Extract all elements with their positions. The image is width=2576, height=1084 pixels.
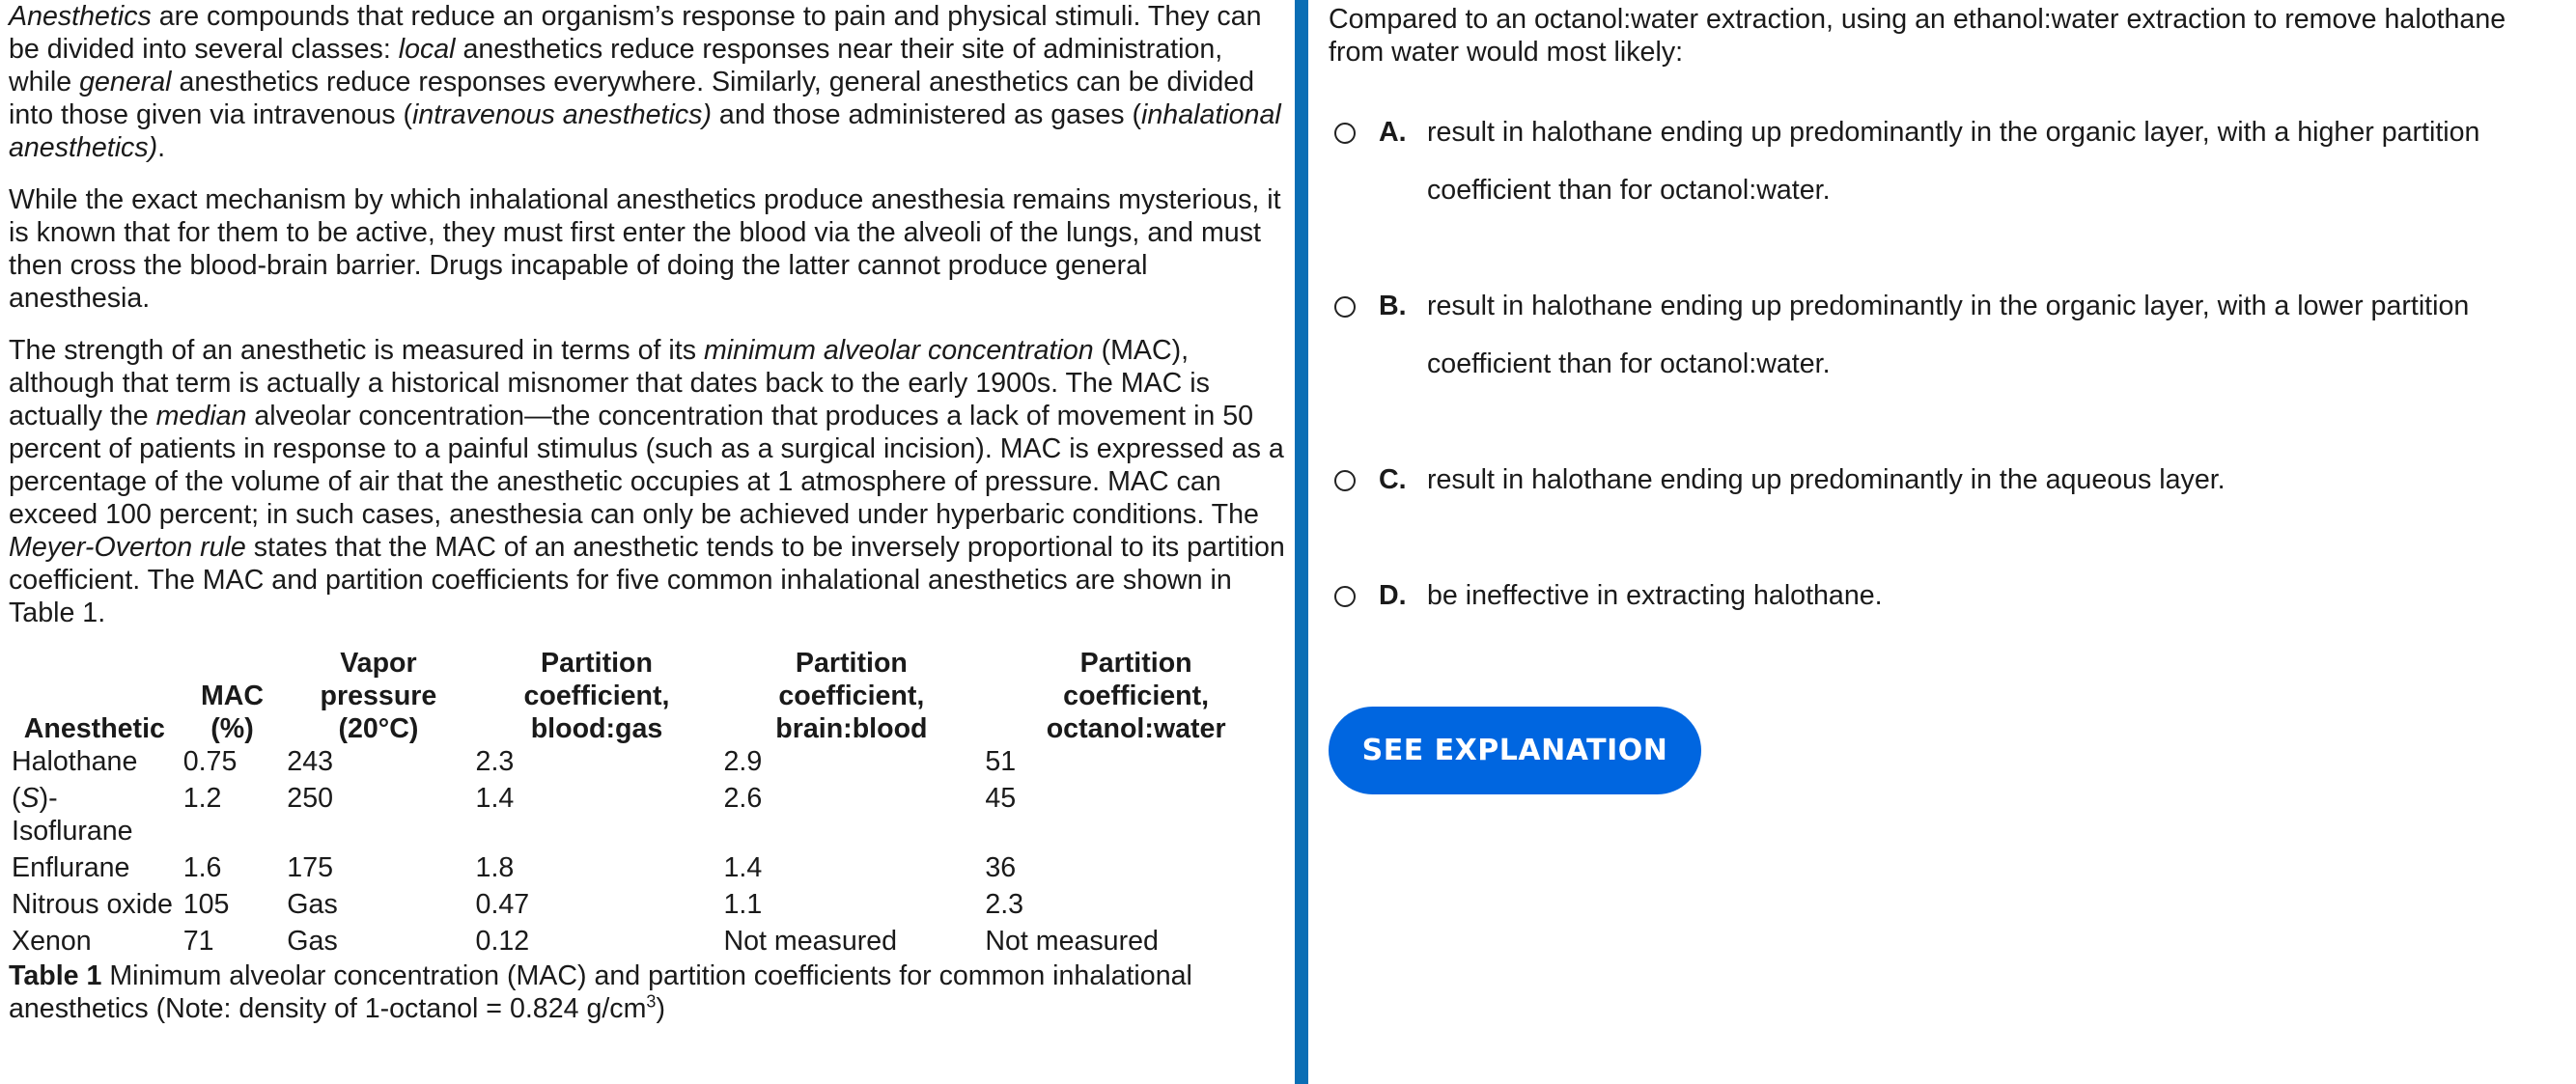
radio-button-icon[interactable]	[1334, 470, 1356, 491]
data-table	[9, 647, 1290, 961]
choice-text: result in halothane ending up predominantly in the organic layer, with a higher partition coefficient than for octanol:water.	[1427, 117, 2480, 206]
table-cell: 1.6	[182, 852, 222, 883]
table-header: Anesthetic	[23, 713, 165, 744]
italic-text: intravenous anesthetics)	[412, 99, 712, 130]
table-cell: 1.8	[475, 852, 515, 883]
choice-letter: B.	[1379, 291, 1407, 321]
table-row	[9, 851, 1290, 888]
table-cell: Not measured	[985, 926, 1159, 957]
table-row	[9, 888, 1290, 925]
table-cell: 2.9	[723, 746, 763, 777]
text-segment: states that the MAC of an anesthetic tends to be inversely proportional to its partition coefficient. The MAC and partition coefficients for five common inhalational anesthetics are shown in Table 1.	[9, 532, 1285, 628]
table-cell: 1.4	[723, 852, 763, 883]
table-header: Vapor pressure (20°C)	[320, 648, 437, 744]
passage-paragraph-3	[9, 334, 1290, 629]
table-cell: 45	[985, 783, 1017, 814]
table-caption-end: )	[656, 993, 665, 1024]
passage-paragraph-2	[9, 183, 1290, 315]
table-cell: 36	[985, 852, 1017, 883]
text-segment: .	[157, 132, 166, 163]
choice-text: result in halothane ending up predominantly in the organic layer, with a lower partition coefficient than for octanol:water.	[1427, 291, 2470, 379]
answer-choice-a[interactable]	[1329, 116, 2564, 219]
italic-text: general	[79, 67, 172, 97]
answer-choice-c[interactable]	[1329, 463, 2564, 509]
table-cell: 1.1	[723, 889, 763, 920]
text-segment: Halothane	[12, 746, 138, 777]
table-cell-anesthetic	[9, 925, 181, 961]
text-segment: While the exact mechanism by which inhalational anesthetics produce anesthesia remains mysterious, it is known that for them to be active, they must first enter the blood via the alveoli of the lungs, and must then cross the blood-brain barrier. Drugs incapable of doing the latter cannot produce general anesthesia.	[9, 184, 1281, 314]
text-segment: )-Isoflurane	[12, 783, 133, 847]
answer-choice-b[interactable]	[1329, 290, 2564, 393]
text-segment: anesthetics reduce responses near their site of administration, while	[9, 34, 1223, 97]
choice-letter: D.	[1379, 580, 1407, 611]
table-header: Partition coefficient, octanol:water	[1046, 648, 1226, 744]
table-header-row	[9, 647, 1290, 745]
question-panel	[1329, 0, 2564, 1084]
text-segment: Nitrous oxide	[12, 889, 173, 920]
table-cell: Not measured	[723, 926, 898, 957]
table-cell: 2.6	[723, 783, 763, 814]
radio-button-icon[interactable]	[1334, 123, 1356, 144]
table-header: MAC (%)	[200, 681, 265, 744]
table-cell: 51	[985, 746, 1017, 777]
table-cell: 105	[182, 889, 230, 920]
text-segment: (MAC), although that term is actually a historical misnomer that dates back to the early 1900s. The MAC is actually the	[9, 335, 1210, 431]
radio-button-icon[interactable]	[1334, 296, 1356, 318]
table-row	[9, 745, 1290, 782]
table-cell: Gas	[287, 926, 338, 957]
see-explanation-button[interactable]: SEE EXPLANATION	[1329, 707, 1701, 794]
text-segment: (	[12, 783, 21, 814]
table-header: Partition coefficient, brain:blood	[775, 648, 928, 744]
table-cell-anesthetic	[9, 745, 181, 782]
table-caption-superscript: 3	[646, 991, 657, 1012]
table-cell: 2.3	[475, 746, 515, 777]
table-cell: 1.2	[182, 783, 222, 814]
italic-text: minimum alveolar concentration	[703, 335, 1094, 366]
question-stem: Compared to an octanol:water extraction, using an ethanol:water extraction to remove halothane from water would most likely:	[1329, 4, 2506, 68]
italic-text: Meyer-Overton rule	[9, 532, 246, 563]
table-cell: Gas	[287, 889, 338, 920]
italic-text: local	[398, 34, 456, 65]
answer-choice-d[interactable]	[1329, 579, 2564, 625]
text-segment: The strength of an anesthetic is measured in terms of its	[9, 335, 704, 366]
table-row	[9, 925, 1290, 961]
italic-text: inhalational anesthetics)	[9, 99, 1281, 163]
table-cell: 1.4	[475, 783, 515, 814]
table-caption	[9, 959, 1290, 1025]
italic-text: median	[155, 401, 247, 431]
table-header: Partition coefficient, blood:gas	[523, 648, 670, 744]
text-segment: are compounds that reduce an organism’s response to pain and physical stimuli. They can be divided into several classes:	[9, 1, 1262, 65]
choice-text: result in halothane ending up predominantly in the aqueous layer.	[1427, 464, 2226, 495]
table-cell-anesthetic	[9, 851, 181, 888]
table-caption-label: Table 1	[9, 960, 102, 991]
text-segment: Xenon	[12, 926, 92, 957]
pane-divider[interactable]	[1295, 0, 1308, 1084]
text-segment: and those administered as gases (	[711, 99, 1142, 130]
text-segment: anesthetics reduce responses everywhere. Similarly, general anesthetics can be divided into those given via intravenous (	[9, 67, 1255, 130]
table-cell: 0.12	[475, 926, 530, 957]
table-cell: 2.3	[985, 889, 1024, 920]
table-row	[9, 782, 1290, 851]
table-cell: 71	[182, 926, 214, 957]
italic-text: Anesthetics	[9, 1, 152, 32]
italic-text: S	[20, 783, 40, 814]
passage-paragraph-1	[9, 0, 1290, 164]
table-cell-anesthetic	[9, 888, 181, 925]
table-cell: 0.75	[182, 746, 238, 777]
table-caption-text: Minimum alveolar concentration (MAC) and partition coefficients for common inhalational anesthetics (Note: density of 1-octanol = 0.824 g/cm	[9, 960, 1192, 1024]
table-cell: 0.47	[475, 889, 530, 920]
table-cell: 250	[287, 783, 334, 814]
choice-letter: A.	[1379, 117, 1407, 148]
text-segment: alveolar concentration—the concentration that produces a lack of movement in 50 percent of patients in response to a painful stimulus (such as a surgical incision). MAC is expressed as a percentage of the volume of air that the anesthetic occupies at 1 atmosphere of pressure. MAC can exceed 100 percent; in such cases, anesthesia can only be achieved under hyperbaric conditions. The	[9, 401, 1284, 530]
table-cell-anesthetic	[9, 782, 181, 851]
table-cell: 243	[287, 746, 334, 777]
radio-button-icon[interactable]	[1334, 586, 1356, 607]
choice-text: be ineffective in extracting halothane.	[1427, 580, 1883, 611]
text-segment: Enflurane	[12, 852, 130, 883]
choice-letter: C.	[1379, 464, 1407, 495]
table-cell: 175	[287, 852, 334, 883]
